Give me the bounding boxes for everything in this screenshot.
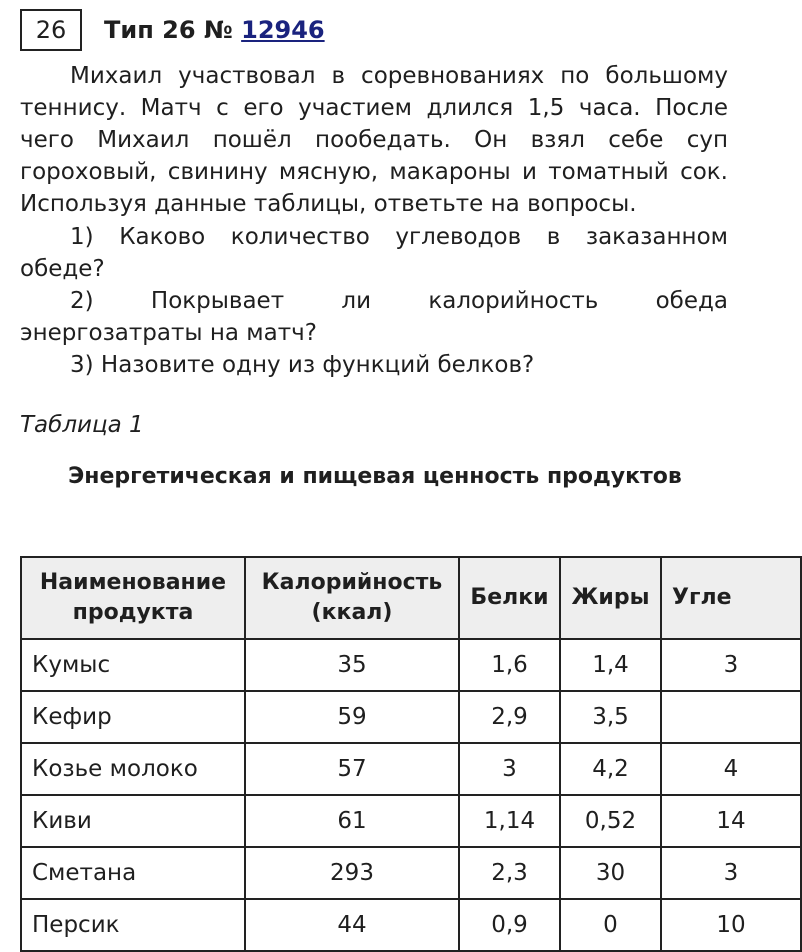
- cell-protein: 1,14: [459, 795, 560, 847]
- cell-protein: 0,9: [459, 899, 560, 951]
- cell-kcal: 35: [245, 639, 459, 691]
- header-fat: Жиры: [560, 557, 661, 639]
- cell-kcal: 293: [245, 847, 459, 899]
- table-row: [21, 795, 801, 847]
- table-header-row: [21, 557, 801, 639]
- question-2-cont: энергозатраты на матч?: [20, 320, 317, 346]
- cell-name: Киви: [21, 795, 245, 847]
- cell-fat: 1,4: [560, 639, 661, 691]
- cell-carbs: 14: [661, 795, 801, 847]
- task-number-box: [20, 9, 82, 51]
- task-heading: [104, 16, 325, 44]
- text-line: Используя данные таблицы, ответьте на вопросы.: [20, 191, 637, 217]
- cell-fat: 3,5: [560, 691, 661, 743]
- nutrition-table-wrap: [20, 556, 746, 942]
- task-number: 26: [35, 16, 67, 44]
- table-row: [21, 899, 801, 951]
- cell-carbs: 3: [661, 639, 801, 691]
- cell-carbs: [661, 691, 801, 743]
- text-line: Михаил участвовал в соревнованиях по большому: [70, 63, 728, 89]
- text-line: чего Михаил пошёл пообедать. Он взял себе суп: [20, 127, 728, 153]
- cell-protein: 2,9: [459, 691, 560, 743]
- table-row: [21, 691, 801, 743]
- header-protein: Белки: [459, 557, 560, 639]
- cell-fat: 0: [560, 899, 661, 951]
- table-row: [21, 847, 801, 899]
- cell-carbs: 10: [661, 899, 801, 951]
- table-row: [21, 743, 801, 795]
- table-caption: Таблица 1: [20, 412, 144, 438]
- cell-name: Козье молоко: [21, 743, 245, 795]
- question-1-cont: обеде?: [20, 256, 105, 282]
- text-line: гороховый, свинину мясную, макароны и томатный сок.: [20, 159, 728, 185]
- question-3: 3) Назовите одну из функций белков?: [70, 352, 535, 378]
- nutrition-table: [20, 556, 802, 952]
- table-title: Энергетическая и пищевая ценность продуктов: [68, 464, 682, 489]
- cell-protein: 2,3: [459, 847, 560, 899]
- table-row: [21, 639, 801, 691]
- header-kcal: Калорийность (ккал): [245, 557, 459, 639]
- cell-kcal: 59: [245, 691, 459, 743]
- cell-protein: 3: [459, 743, 560, 795]
- task-id-link[interactable]: 12946: [241, 16, 325, 44]
- text-line: теннису. Матч с его участием длился 1,5 часа. После: [20, 95, 728, 121]
- task-type-label: Тип 26 №: [104, 16, 233, 44]
- cell-name: Кефир: [21, 691, 245, 743]
- cell-fat: 4,2: [560, 743, 661, 795]
- question-2: 2) Покрывает ли калорийность обеда: [70, 288, 728, 314]
- cell-name: Сметана: [21, 847, 245, 899]
- cell-carbs: 3: [661, 847, 801, 899]
- cell-fat: 0,52: [560, 795, 661, 847]
- cell-name: Персик: [21, 899, 245, 951]
- cell-name: Кумыс: [21, 639, 245, 691]
- header-carbs: Угле: [661, 557, 801, 639]
- cell-carbs: 4: [661, 743, 801, 795]
- header-name: Наименование продукта: [21, 557, 245, 639]
- cell-fat: 30: [560, 847, 661, 899]
- question-1: 1) Каково количество углеводов в заказанном: [70, 224, 728, 250]
- cell-kcal: 44: [245, 899, 459, 951]
- cell-kcal: 61: [245, 795, 459, 847]
- cell-protein: 1,6: [459, 639, 560, 691]
- cell-kcal: 57: [245, 743, 459, 795]
